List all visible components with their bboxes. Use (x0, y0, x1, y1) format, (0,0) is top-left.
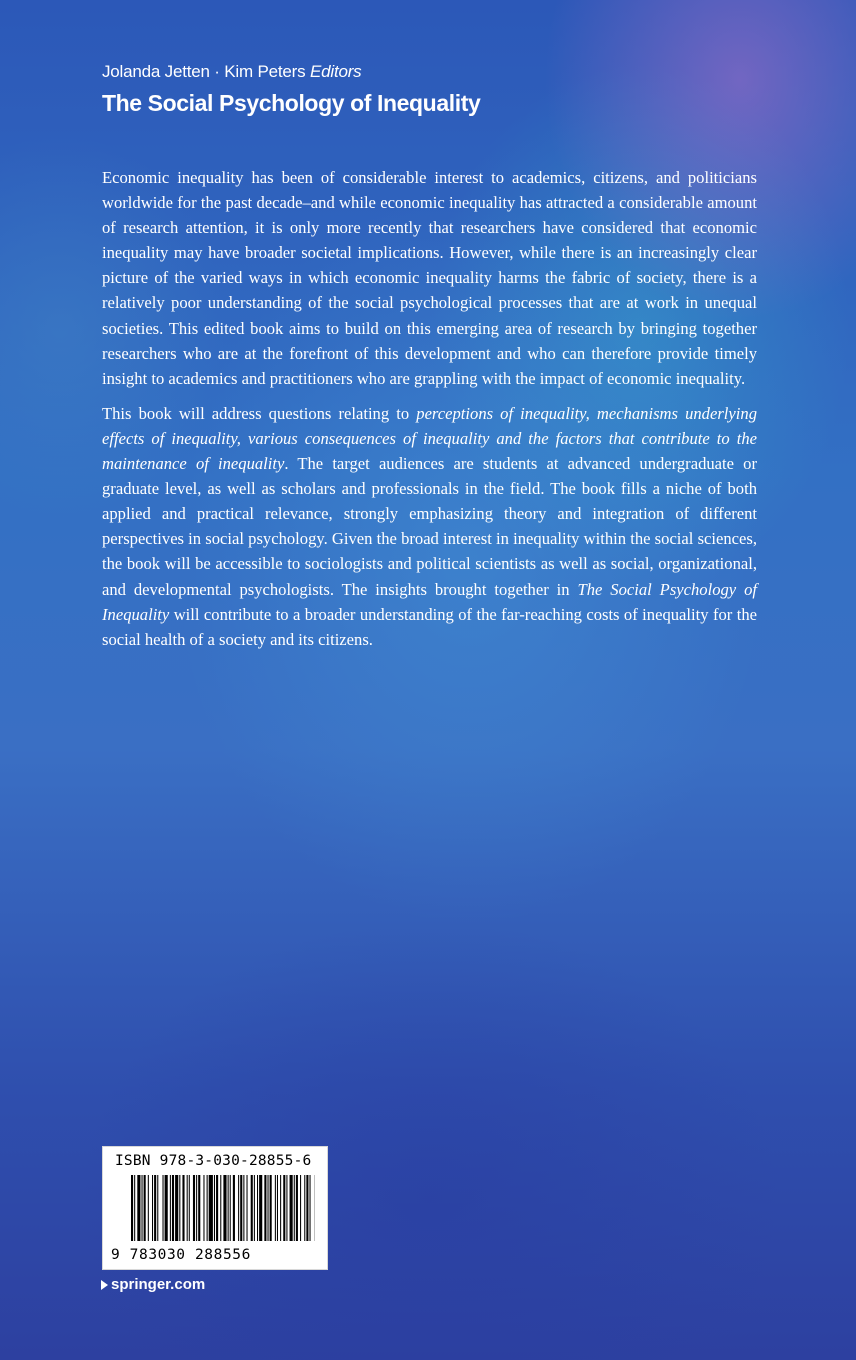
book-title: The Social Psychology of Inequality (102, 90, 481, 116)
barcode-bar (131, 1175, 133, 1241)
springer-website: springer.com (111, 1276, 206, 1293)
barcode-bar (193, 1175, 195, 1241)
paragraph-2-italic-topics: perceptions of inequality, mechanisms underlying effects of inequality, various consequences of inequality and the factors that contribute to the maintenance of inequality (102, 403, 757, 474)
barcode-bar (142, 1175, 143, 1241)
barcode-bar (198, 1175, 200, 1241)
barcode-bar (207, 1175, 208, 1241)
paragraph-2-text-e: will contribute to a broader understanding of the far-reaching costs of inequality for the social health of a society and its citizens. (102, 604, 757, 649)
springer-link[interactable] (101, 1276, 205, 1293)
barcode-graphic (103, 1175, 327, 1247)
barcode-bar (223, 1175, 226, 1241)
barcode-bar (137, 1175, 140, 1241)
barcode-bar (220, 1175, 221, 1241)
barcode-bar (134, 1175, 135, 1241)
barcode-bar (154, 1175, 156, 1241)
barcode-bar (196, 1175, 197, 1241)
barcode-bar (233, 1175, 235, 1241)
barcode-bar (189, 1175, 190, 1241)
barcode-bar (179, 1175, 180, 1241)
barcode-bar (148, 1175, 149, 1241)
barcode-bar (216, 1175, 218, 1241)
barcode-bar (259, 1175, 262, 1241)
isbn-label: ISBN 978-3-030-28855-6 (115, 1153, 312, 1169)
barcode-digits: 9 783030 288556 (111, 1247, 251, 1263)
barcode-bar (163, 1175, 164, 1241)
barcode-bar (275, 1175, 276, 1241)
paragraph-2-text-c: . The target audiences are students at advanced undergraduate or graduate level, as well as scholars and professionals in the field. The book fills a niche of both applied and practical relevance, strongly emphasizing theory and integration of different perspectives in social psychology. Given the broad interest in inequality within the social sciences, the book will be accessible to sociologists and political scientists as well as social, organizational, and developmental psychologists. The insights brought together in (102, 454, 757, 599)
barcode-bar (251, 1175, 253, 1241)
description-paragraph-2 (102, 401, 757, 652)
paragraph-2-text-a: This book will address questions relating to (102, 403, 417, 423)
barcode-bar (283, 1175, 285, 1241)
barcode-bar (247, 1175, 248, 1241)
editors-line (102, 62, 361, 82)
barcode-bar (144, 1175, 146, 1241)
barcode-bar (254, 1175, 255, 1241)
editors-role: Editors (309, 62, 362, 81)
barcode-bar (243, 1175, 244, 1241)
barcode-bar (238, 1175, 239, 1241)
barcode-bar (214, 1175, 215, 1241)
barcode-bar (310, 1175, 311, 1241)
barcode-bar (257, 1175, 258, 1241)
barcode-bar (296, 1175, 298, 1241)
barcode-bar (165, 1175, 168, 1241)
book-description (102, 165, 757, 662)
barcode-bar (290, 1175, 293, 1241)
barcode-bar (270, 1175, 272, 1241)
barcode-bar (182, 1175, 184, 1241)
barcode-bar (152, 1175, 153, 1241)
triangle-right-icon (101, 1280, 108, 1290)
barcode-bar (203, 1175, 204, 1241)
barcode-bar (300, 1175, 301, 1241)
barcode-bar (157, 1175, 158, 1241)
editor-names: Jolanda Jetten · Kim Peters (102, 62, 306, 81)
barcode-bar (268, 1175, 269, 1241)
barcode-bar (209, 1175, 213, 1241)
barcode-bar (230, 1175, 231, 1241)
barcode-bar (280, 1175, 281, 1241)
barcode-bar (170, 1175, 171, 1241)
barcode-bar (228, 1175, 229, 1241)
paragraph-2-italic-title: The Social Psychology of Inequality (102, 579, 757, 624)
barcode-bar (175, 1175, 178, 1241)
barcode-bar (264, 1175, 266, 1241)
barcode-bar (240, 1175, 242, 1241)
barcode-bar (187, 1175, 188, 1241)
description-paragraph-1: Economic inequality has been of considerable interest to academics, citizens, and politicians worldwide for the past decade–and while economic inequality has attracted a considerable amount of research attention, it is only more recently that researchers have considered that economic inequality may have broader societal implications. However, while there is an increasingly clear picture of the varied ways in which economic inequality harms the fabric of society, there is a relatively poor understanding of the social psychological processes that are at work in unequal societies. This edited book aims to build on this emerging area of research by bringing together researchers who are at the forefront of this development and who can therefore provide timely insight to academics and practitioners who are grappling with the impact of economic inequality. (102, 168, 757, 388)
barcode-bar (306, 1175, 308, 1241)
barcode-bar (172, 1175, 174, 1241)
barcode-bar (304, 1175, 305, 1241)
barcode-bar (277, 1175, 278, 1241)
barcode-box (102, 1146, 328, 1270)
barcode-bar (286, 1175, 287, 1241)
barcode-bar (294, 1175, 295, 1241)
